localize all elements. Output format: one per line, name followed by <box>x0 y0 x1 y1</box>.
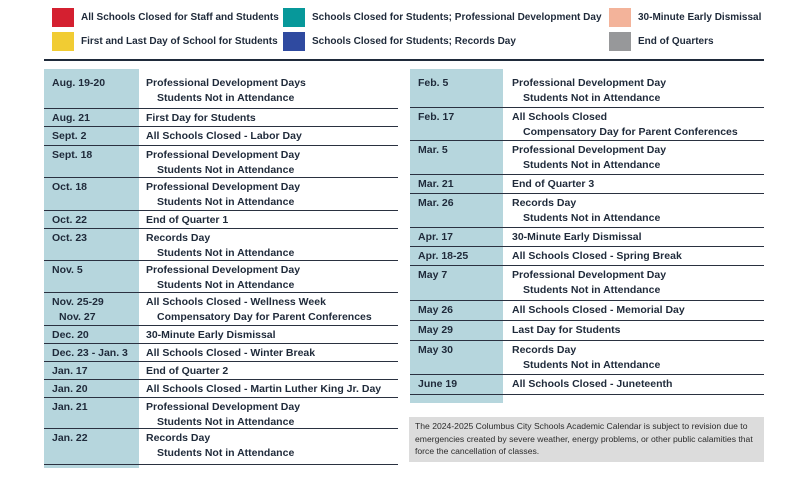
event-date-text: Jan. 20 <box>52 383 88 395</box>
event-title: First Day for Students <box>146 112 256 124</box>
event-description <box>146 229 398 260</box>
event-description <box>512 266 764 300</box>
event-date <box>410 321 512 340</box>
legend-label: 30-Minute Early Dismissal <box>638 12 762 23</box>
event-date <box>410 341 512 374</box>
event-subtitle: Students Not in Attendance <box>523 91 661 104</box>
event-date <box>410 228 512 246</box>
event-title: End of Quarter 1 <box>146 214 229 226</box>
legend-swatch-red <box>52 8 74 27</box>
event-date-text: Mar. 5 <box>418 144 448 156</box>
legend-label: Schools Closed for Students; Records Day <box>312 36 516 47</box>
table-row <box>44 261 398 293</box>
event-date-text: Aug. 19-20 <box>52 77 106 89</box>
event-title: Professional Development Day <box>146 401 301 413</box>
event-date <box>410 74 512 107</box>
event-date-text: Dec. 20 <box>52 329 89 341</box>
event-subtitle: Students Not in Attendance <box>157 278 295 291</box>
table-row <box>44 109 398 127</box>
event-date-text: Dec. 23 - Jan. 3 <box>52 347 128 359</box>
event-title: End of Quarter 3 <box>512 178 595 190</box>
event-description <box>512 341 764 374</box>
event-description <box>146 429 398 464</box>
table-row <box>44 398 398 429</box>
event-title: All Schools Closed - Martin Luther King Jr. Day <box>146 383 382 395</box>
event-subtitle: Students Not in Attendance <box>157 163 295 176</box>
event-title: Records Day <box>146 432 211 444</box>
event-title: All Schools Closed - Wellness Week <box>146 296 326 308</box>
calendar-disclaimer-note: The 2024-2025 Columbus City Schools Academic Calendar is subject to revision due to emergencies created by severe weather, energy problems, or other public calamities that force the cancellation of classes. <box>409 417 764 462</box>
event-date <box>44 398 146 428</box>
event-title: Records Day <box>512 197 577 209</box>
event-date <box>44 211 146 228</box>
event-date <box>44 178 146 210</box>
legend-label: End of Quarters <box>638 36 714 47</box>
event-description <box>512 141 764 174</box>
event-date-text: Sept. 18 <box>52 149 93 161</box>
table-row <box>44 211 398 229</box>
event-date-text: Oct. 22 <box>52 214 88 226</box>
legend-item-pd-day <box>283 8 602 27</box>
event-date <box>44 326 146 343</box>
event-date-text: Apr. 17 <box>418 231 454 243</box>
event-date-text: June 19 <box>418 378 458 390</box>
event-date-text: Mar. 26 <box>418 197 454 209</box>
event-title: All Schools Closed - Spring Break <box>512 250 682 262</box>
legend-item-records-day <box>283 32 516 51</box>
legend-label: First and Last Day of School for Students <box>81 36 278 47</box>
legend <box>52 8 764 56</box>
event-date <box>410 301 512 320</box>
event-description <box>512 301 764 320</box>
event-date <box>410 141 512 174</box>
event-subtitle: Students Not in Attendance <box>157 246 295 259</box>
event-date-text: Mar. 21 <box>418 178 454 190</box>
event-title: Professional Development Day <box>146 149 301 161</box>
event-title: Professional Development Day <box>512 269 667 281</box>
event-date <box>44 362 146 379</box>
legend-item-closed-all <box>52 8 279 27</box>
table-row <box>410 266 764 301</box>
event-date-text: Nov. 25-29 <box>52 296 104 308</box>
event-description <box>146 362 398 379</box>
event-title: Professional Development Days <box>146 77 306 89</box>
event-subtitle: Students Not in Attendance <box>523 283 661 296</box>
table-rows <box>410 74 764 395</box>
table-row <box>44 362 398 380</box>
event-description <box>146 344 398 361</box>
table-row <box>410 108 764 141</box>
event-date-sub: Nov. 27 <box>59 310 96 323</box>
calendar-table-fall <box>44 69 398 468</box>
event-date-text: Nov. 5 <box>52 264 83 276</box>
event-date <box>44 109 146 126</box>
event-title: All Schools Closed - Winter Break <box>146 347 316 359</box>
legend-item-first-last-day <box>52 32 278 51</box>
event-subtitle: Students Not in Attendance <box>157 415 295 428</box>
event-subtitle: Students Not in Attendance <box>523 358 661 371</box>
event-date-text: May 29 <box>418 324 454 336</box>
table-row <box>410 375 764 395</box>
event-description <box>512 375 764 394</box>
event-date <box>44 293 146 325</box>
event-date-text: Apr. 18-25 <box>418 250 469 262</box>
event-title: Professional Development Day <box>512 77 667 89</box>
event-description <box>146 178 398 210</box>
event-subtitle: Compensatory Day for Parent Conferences <box>157 310 372 323</box>
event-subtitle: Students Not in Attendance <box>523 158 661 171</box>
event-date-text: May 7 <box>418 269 448 281</box>
table-row <box>44 429 398 465</box>
event-description <box>512 228 764 246</box>
event-subtitle: Students Not in Attendance <box>523 211 661 224</box>
event-description <box>146 127 398 145</box>
event-title: Records Day <box>512 344 577 356</box>
table-row <box>410 175 764 194</box>
event-date <box>410 194 512 227</box>
legend-label: All Schools Closed for Staff and Students <box>81 12 279 23</box>
table-row <box>410 74 764 108</box>
table-row <box>410 341 764 375</box>
event-title: 30-Minute Early Dismissal <box>146 329 276 341</box>
event-description <box>146 109 398 126</box>
event-description <box>146 146 398 177</box>
event-subtitle: Compensatory Day for Parent Conferences <box>523 125 738 138</box>
legend-swatch-blue <box>283 32 305 51</box>
event-date-text: Jan. 17 <box>52 365 88 377</box>
legend-swatch-gray <box>609 32 631 51</box>
table-row <box>410 321 764 341</box>
event-description <box>512 108 764 140</box>
event-date <box>44 380 146 397</box>
table-row <box>44 74 398 109</box>
event-description <box>146 293 398 325</box>
legend-label: Schools Closed for Students; Professional Development Day <box>312 12 602 23</box>
event-subtitle: Students Not in Attendance <box>157 195 295 208</box>
legend-swatch-teal <box>283 8 305 27</box>
event-date-text: Feb. 5 <box>418 77 449 89</box>
event-description <box>512 175 764 193</box>
event-subtitle: Students Not in Attendance <box>157 91 295 104</box>
event-date <box>410 108 512 140</box>
table-row <box>410 194 764 228</box>
event-title: All Schools Closed - Labor Day <box>146 130 302 142</box>
table-row <box>410 141 764 175</box>
table-row <box>44 293 398 326</box>
event-date-text: Jan. 22 <box>52 432 88 444</box>
event-description <box>512 74 764 107</box>
legend-swatch-yellow <box>52 32 74 51</box>
event-title: Professional Development Day <box>512 144 667 156</box>
event-description <box>146 398 398 428</box>
event-title: All Schools Closed - Memorial Day <box>512 304 685 316</box>
legend-item-early-dismissal <box>609 8 761 27</box>
event-date <box>44 429 146 464</box>
event-date <box>410 266 512 300</box>
calendar-table-spring <box>410 69 764 403</box>
table-row <box>410 301 764 321</box>
table-row <box>410 228 764 247</box>
event-title: 30-Minute Early Dismissal <box>512 231 642 243</box>
event-date <box>44 344 146 361</box>
legend-item-end-of-quarters <box>609 32 714 51</box>
table-row <box>44 146 398 178</box>
event-title: Professional Development Day <box>146 181 301 193</box>
table-row <box>44 380 398 398</box>
event-date-text: Aug. 21 <box>52 112 90 124</box>
event-date <box>44 74 146 108</box>
table-row <box>44 127 398 146</box>
event-title: Records Day <box>146 232 211 244</box>
event-date-text: Sept. 2 <box>52 130 87 142</box>
event-date <box>410 247 512 265</box>
event-description <box>146 261 398 292</box>
event-date-text: Oct. 18 <box>52 181 88 193</box>
table-row <box>410 247 764 266</box>
event-description <box>146 380 398 397</box>
event-title: End of Quarter 2 <box>146 365 229 377</box>
table-row <box>44 178 398 211</box>
legend-swatch-peach <box>609 8 631 27</box>
event-date <box>44 146 146 177</box>
event-description <box>146 326 398 343</box>
event-title: Last Day for Students <box>512 324 621 336</box>
event-description <box>512 194 764 227</box>
event-subtitle: Students Not in Attendance <box>157 446 295 459</box>
table-row <box>44 229 398 261</box>
event-date-text: May 30 <box>418 344 454 356</box>
event-description <box>512 247 764 265</box>
event-date <box>44 261 146 292</box>
event-date-text: Feb. 17 <box>418 111 455 123</box>
event-date-text: Oct. 23 <box>52 232 88 244</box>
table-row <box>44 344 398 362</box>
event-date <box>410 375 512 394</box>
event-title: All Schools Closed <box>512 111 608 123</box>
legend-divider <box>44 59 764 61</box>
event-description <box>146 211 398 228</box>
event-title: All Schools Closed - Juneteenth <box>512 378 673 390</box>
event-description <box>146 74 398 108</box>
event-title: Professional Development Day <box>146 264 301 276</box>
event-date-text: Jan. 21 <box>52 401 88 413</box>
event-date <box>44 229 146 260</box>
table-row <box>44 326 398 344</box>
event-date <box>410 175 512 193</box>
event-date-text: May 26 <box>418 304 454 316</box>
event-date <box>44 127 146 145</box>
event-description <box>512 321 764 340</box>
table-rows <box>44 74 398 465</box>
